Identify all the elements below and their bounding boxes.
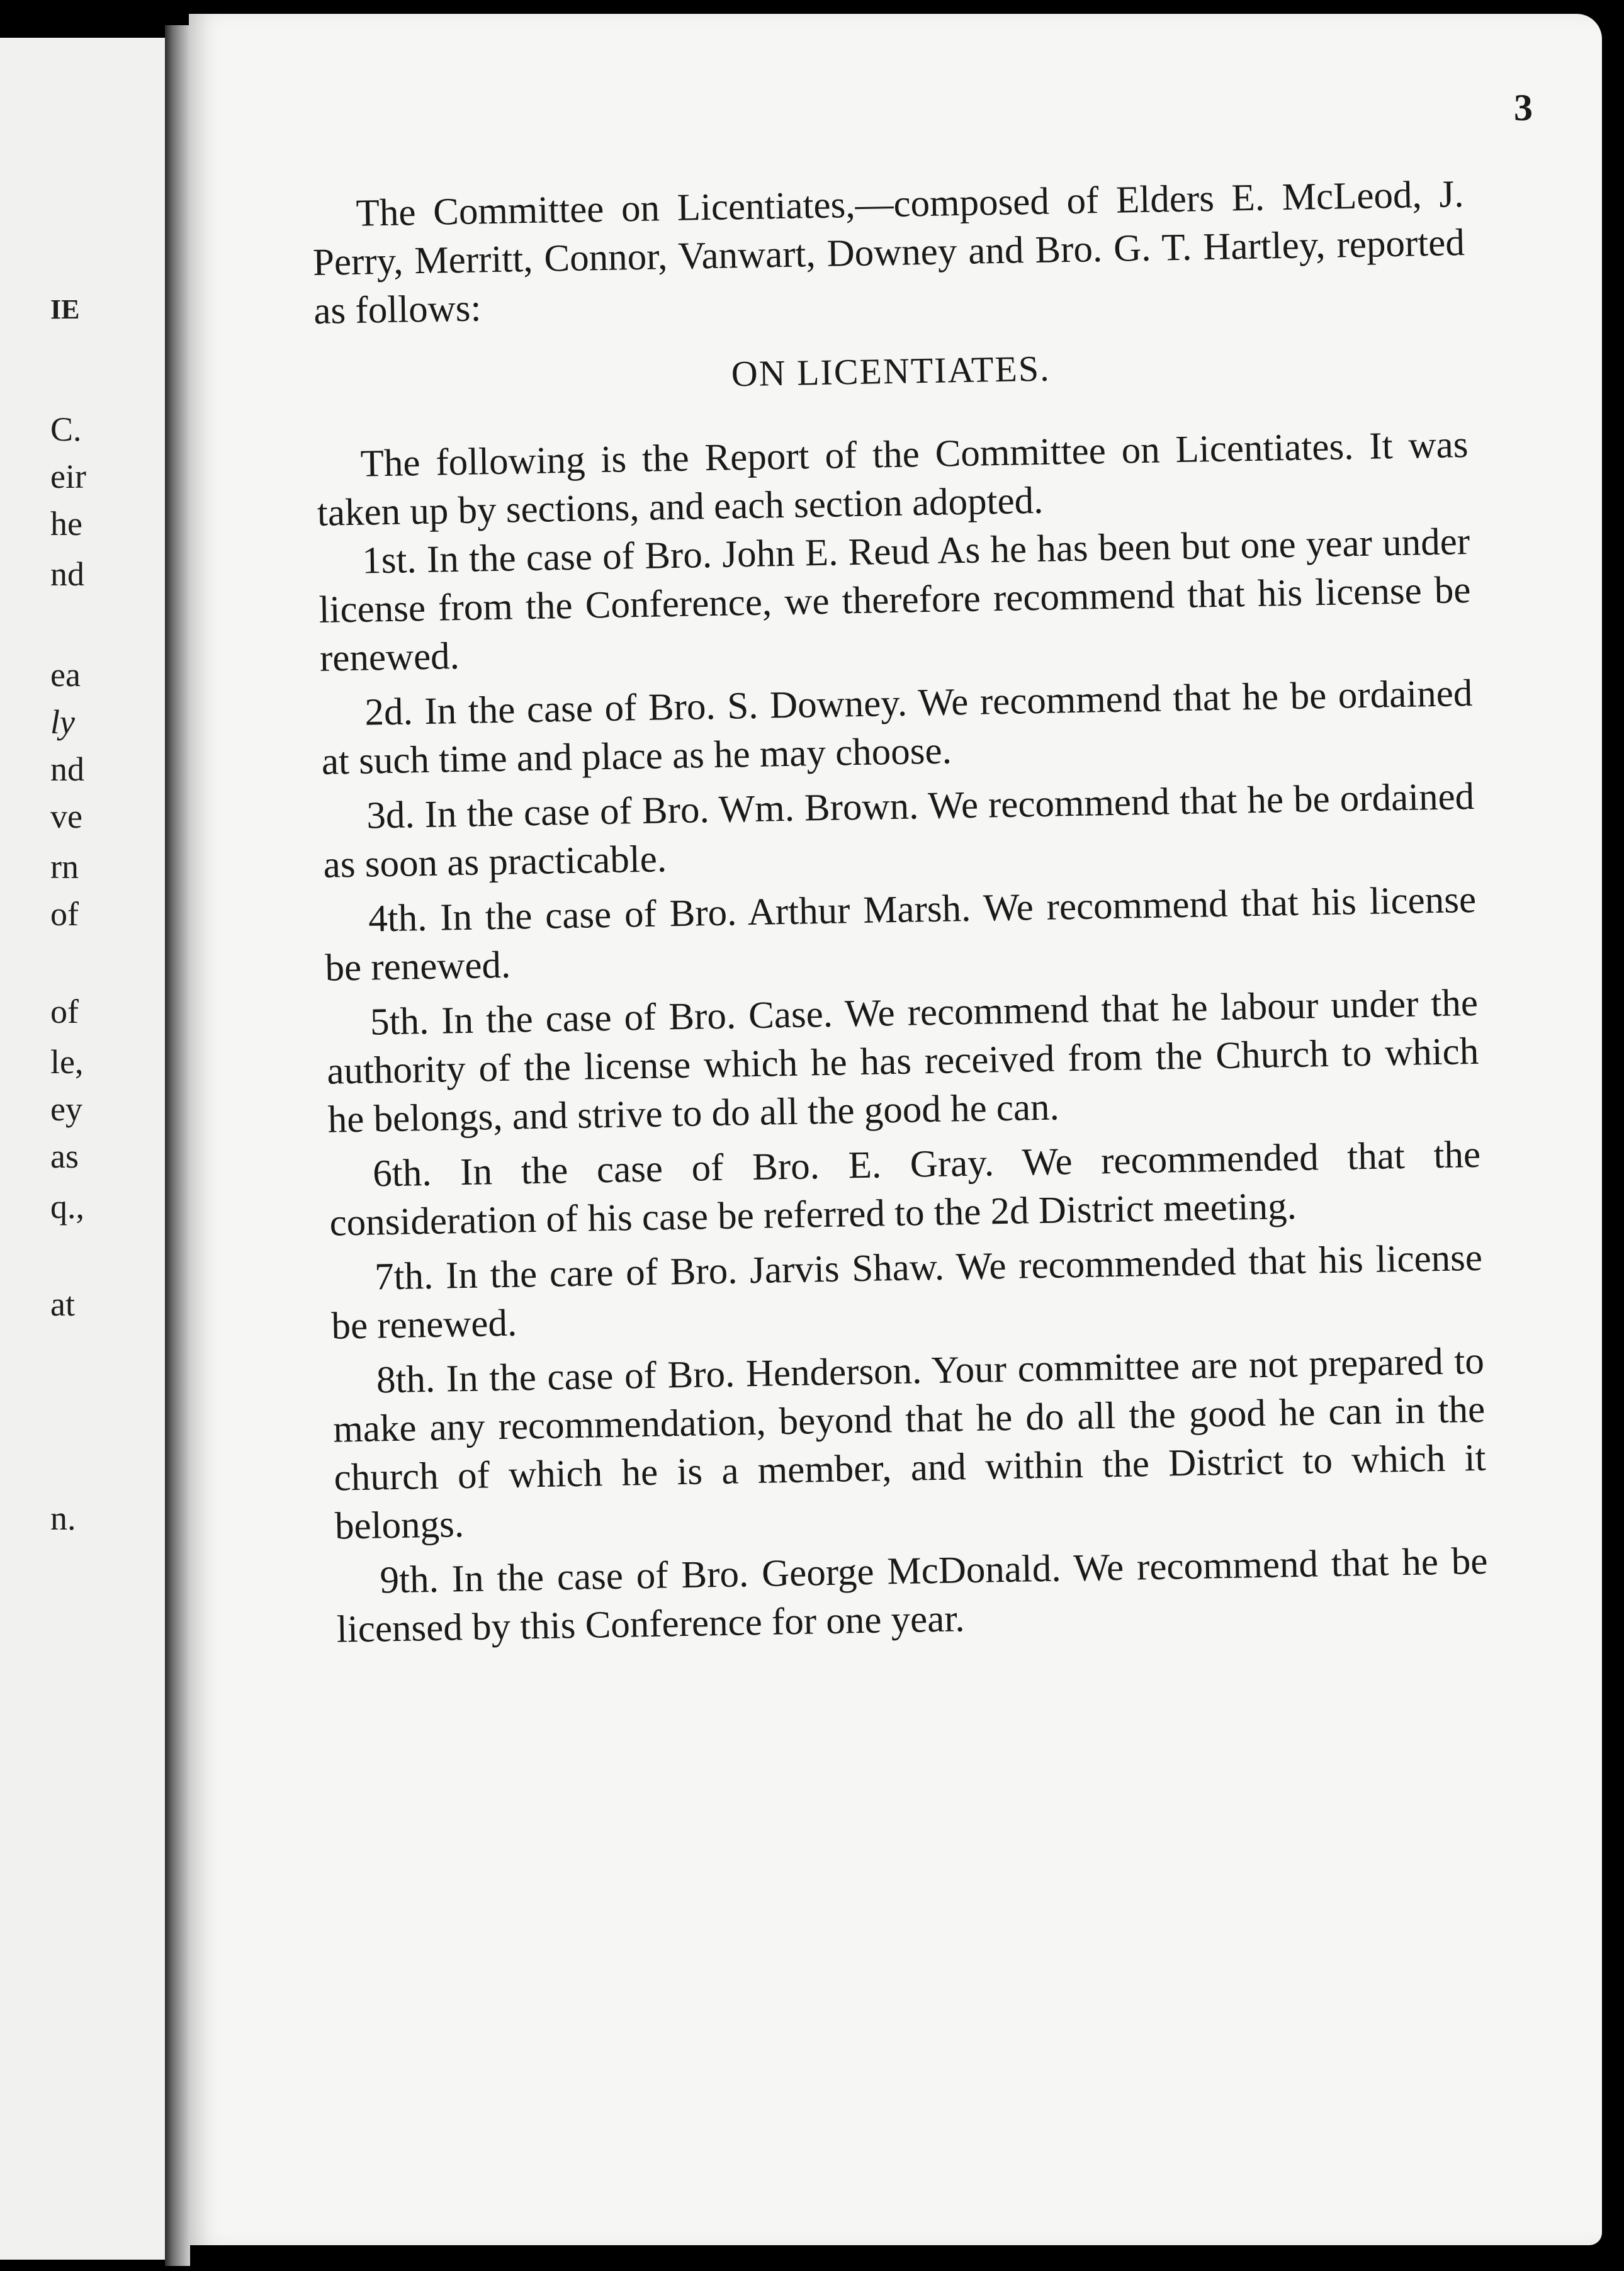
facing-page-fragment: of — [50, 993, 79, 1030]
facing-page-fragment: nd — [50, 555, 84, 593]
facing-page-fragment: as — [50, 1137, 79, 1175]
facing-page-fragment: at — [50, 1285, 75, 1323]
facing-page-fragment: IE — [50, 294, 80, 325]
facing-page-fragment: nd — [50, 750, 84, 788]
report-section: 3d. In the case of Bro. Wm. Brown. We recommend that he be ordained as soon as practicable. — [323, 775, 1475, 886]
facing-page-fragment: le, — [50, 1043, 84, 1081]
report-section: 1st. In the case of Bro. John E. Reud As he has been but one year under license from the Conference, we therefore recommend that his license be renewed. — [319, 520, 1471, 680]
report-section: 8th. In the case of Bro. Henderson. Your committee are not prepared to make any recommendation, beyond that he do all the good he can in the church of which he is a member, and within the District to which it belongs. — [332, 1339, 1487, 1548]
report-section: 6th. In the case of Bro. E. Gray. We recommended that the consideration of his case be referred to the 2d District meeting. — [329, 1133, 1481, 1244]
section-heading: ON LICENTIATES. — [731, 347, 1051, 395]
document-page — [189, 14, 1602, 2245]
facing-page-fragment: C. — [50, 410, 82, 448]
facing-page-fragment: ea — [50, 656, 81, 694]
facing-page-fragment: eir — [50, 458, 86, 495]
book-gutter — [165, 25, 190, 2266]
report-section: 7th. In the care of Bro. Jarvis Shaw. We recommended that his license be renewed. — [330, 1236, 1483, 1348]
report-section: 2d. In the case of Bro. S. Downey. We recommend that he be ordained at such time and place as he may choose. — [321, 672, 1473, 783]
facing-page-fragment: ey — [50, 1090, 82, 1128]
facing-page-fragment: n. — [50, 1499, 76, 1537]
report-intro: The following is the Report of the Committee on Licentiates. It was taken up by sections, and each section adopted. — [317, 424, 1469, 534]
report-section: 5th. In the case of Bro. Case. We recommend that he labour under the authority of the license which he has received from the Church to which he belongs, and strive to do all the good he can. — [326, 981, 1479, 1141]
committee-intro: The Committee on Licentiates,—composed of Elders E. McLeod, J. Perry, Merritt, Connor, Vanwart, Downey and Bro. G. T. Hartley, reported as follows: — [312, 173, 1465, 332]
facing-page — [0, 38, 170, 2260]
report-sections — [318, 517, 1489, 1654]
page-number: 3 — [1514, 87, 1533, 128]
report-section: 4th. In the case of Bro. Arthur Marsh. We recommend that his license be renewed. — [324, 878, 1477, 989]
report-section: 9th. In the case of Bro. George McDonald. We recommend that he be licensed by this Conference for one year. — [336, 1540, 1488, 1651]
facing-page-fragment: rn — [50, 848, 79, 886]
facing-page-fragment: of — [50, 895, 79, 933]
facing-page-fragment: he — [50, 505, 82, 543]
page-content — [312, 170, 1489, 1654]
facing-page-fragment: ve — [50, 797, 82, 835]
facing-page-fragment: q., — [50, 1188, 84, 1226]
facing-page-fragment: ly — [50, 703, 75, 741]
